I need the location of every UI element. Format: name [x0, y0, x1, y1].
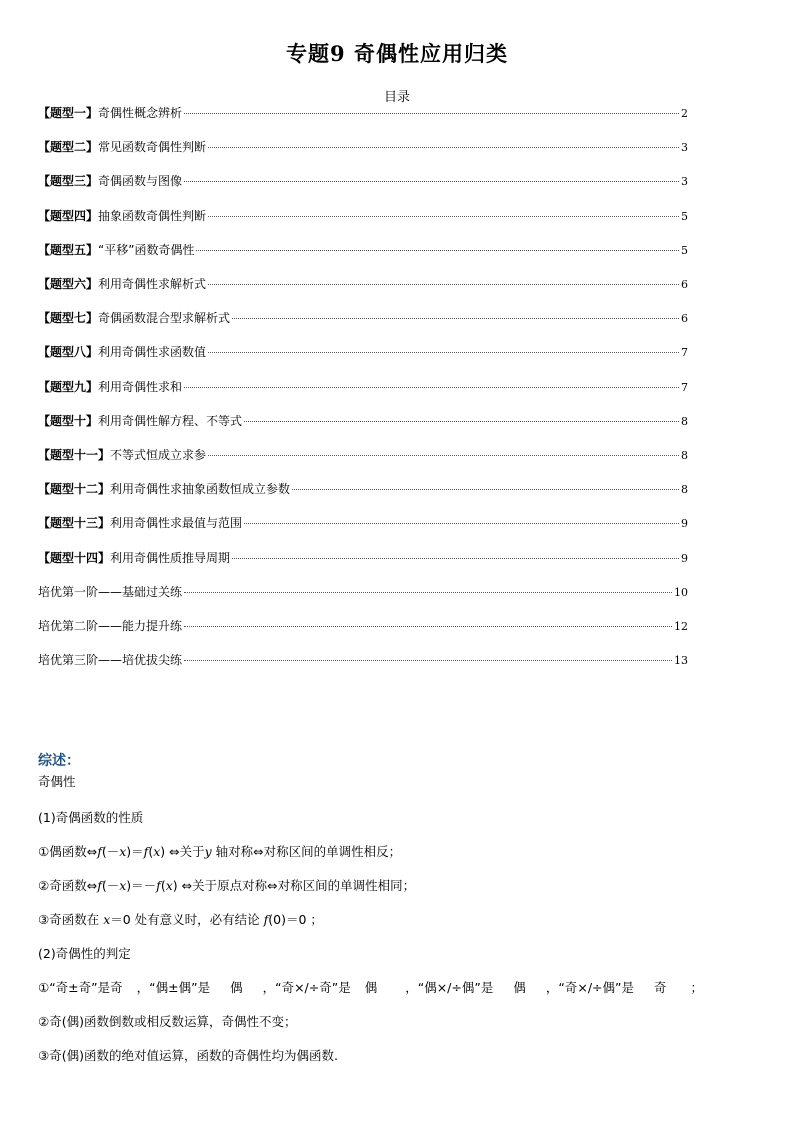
toc-entry-text: 利用奇偶性质推导周期	[110, 551, 231, 565]
toc-entry-text: 常见函数奇偶性判断	[98, 140, 207, 154]
toc-entry-tag: 【题型七】	[38, 311, 99, 325]
summary-heading: 综述：	[38, 753, 80, 769]
math-f: f	[97, 878, 102, 893]
toc-entry-text: 利用奇偶性解方程、不等式	[98, 414, 243, 428]
toc-entry-label	[38, 241, 194, 258]
toc-entry[interactable]	[38, 275, 688, 293]
toc-entry-page: 6	[681, 278, 688, 291]
text: (－	[101, 878, 120, 893]
toc-leader-dots	[208, 216, 679, 217]
text: (0)＝0 ；	[268, 912, 323, 927]
text: 偶	[364, 980, 378, 995]
toc-entry-tag: 【题型八】	[38, 345, 99, 359]
text: )＝－	[126, 878, 157, 893]
toc-entry-label	[38, 446, 206, 463]
toc-entry-text: 抽象函数奇偶性判断	[98, 209, 207, 223]
toc-entry[interactable]	[38, 446, 688, 464]
text: ；	[690, 980, 704, 995]
text: 偶	[513, 980, 526, 995]
toc-entry-label	[38, 378, 182, 395]
toc-leader-dots	[208, 147, 679, 148]
text: ＝0 处有意义时，必有结论	[110, 912, 264, 927]
text: 奇	[654, 980, 667, 995]
toc-leader-dots	[292, 489, 679, 490]
toc-leader-dots	[244, 523, 679, 524]
toc-entry-text: 奇偶函数混合型求解析式	[98, 311, 231, 325]
text: ) ⇔关于	[160, 844, 205, 859]
toc-entry-tag: 【题型一】	[38, 106, 99, 120]
property-odd	[38, 876, 415, 894]
section-2-heading: (2)奇偶性的判定	[38, 946, 131, 961]
toc-leader-dots	[184, 113, 679, 114]
toc-entry[interactable]	[38, 378, 688, 396]
toc-entry[interactable]	[38, 651, 688, 669]
toc-entry[interactable]	[38, 549, 688, 567]
toc-entry-page: 3	[681, 175, 688, 188]
text: ，“偶×/÷偶”是	[405, 980, 494, 995]
toc-entry-page: 10	[674, 586, 688, 599]
toc-entry-label	[38, 207, 206, 224]
toc-entry-page: 8	[681, 449, 688, 462]
toc-heading: 目录	[383, 90, 410, 105]
text: ②奇函数⇔	[38, 878, 98, 893]
math-x: x	[119, 844, 127, 859]
math-x: x	[165, 878, 173, 893]
toc-leader-dots	[184, 592, 672, 593]
math-f: f	[143, 844, 149, 859]
toc-entry-label	[38, 514, 242, 531]
toc-entry-page: 13	[674, 654, 688, 667]
summary-topic: 奇偶性	[38, 774, 76, 789]
toc-entry-tag: 【题型三】	[38, 174, 99, 188]
toc-leader-dots	[208, 455, 679, 456]
toc-entry-text: 奇偶函数与图像	[98, 174, 183, 188]
toc-entry[interactable]	[38, 617, 688, 635]
toc-entry-page: 12	[674, 620, 688, 633]
toc-entry[interactable]	[38, 172, 688, 190]
toc-leader-dots	[208, 352, 679, 353]
toc-entry-page: 3	[681, 141, 688, 154]
rule-absolute: ③奇(偶)函数的绝对值运算，函数的奇偶性均为偶函数.	[38, 1048, 338, 1063]
toc-leader-dots	[232, 558, 679, 559]
toc-entry-label	[38, 583, 182, 600]
toc-entry[interactable]	[38, 343, 688, 361]
toc-entry-text: 培优第一阶——基础过关练	[38, 585, 183, 599]
toc-leader-dots	[232, 318, 679, 319]
toc-entry-tag: 【题型五】	[38, 243, 99, 257]
toc-entry-text: 利用奇偶性求解析式	[98, 277, 207, 291]
math-x: x	[153, 844, 161, 859]
toc-entry-text: 培优第二阶——能力提升练	[38, 619, 183, 633]
toc-entry-text: 不等式恒成立求参	[110, 448, 207, 462]
toc-entry-label	[38, 480, 290, 497]
toc-entry-label	[38, 309, 230, 326]
text: ③奇函数在	[38, 912, 104, 927]
rule-reciprocal: ②奇(偶)函数倒数或相反数运算，奇偶性不变；	[38, 1014, 297, 1029]
toc-entry-text: 利用奇偶性求和	[98, 380, 183, 394]
math-f: f	[156, 878, 161, 893]
math-x: x	[119, 878, 127, 893]
text: )＝	[126, 844, 144, 859]
toc-entry-text: 利用奇偶性求函数值	[98, 345, 207, 359]
toc-entry-page: 2	[681, 107, 688, 120]
math-f: f	[263, 912, 269, 927]
toc-entry-label	[38, 617, 182, 634]
toc-entry[interactable]	[38, 104, 688, 122]
toc-entry-tag: 【题型九】	[38, 380, 99, 394]
toc-entry-page: 5	[681, 244, 688, 257]
toc-leader-dots	[184, 387, 679, 388]
toc-leader-dots	[244, 421, 679, 422]
toc-entry-tag: 【题型二】	[38, 140, 99, 154]
text: ①“奇±奇”是奇	[38, 980, 123, 995]
toc-entry-text: 利用奇偶性求抽象函数恒成立参数	[110, 482, 291, 496]
text: ，“偶±偶”是	[136, 980, 211, 995]
toc-entry-tag: 【题型十二】	[38, 482, 111, 496]
page-title: 专题9 奇偶性应用归类	[286, 41, 508, 66]
toc-entry[interactable]	[38, 207, 688, 225]
toc-leader-dots	[184, 626, 672, 627]
math-f: f	[97, 844, 102, 859]
toc-entry-page: 8	[681, 483, 688, 496]
toc-entry-label	[38, 275, 206, 292]
toc-entry[interactable]	[38, 412, 688, 430]
toc-entry-tag: 【题型十四】	[38, 551, 111, 565]
toc-entry-text: “平移”函数奇偶性	[98, 243, 195, 257]
toc-entry-label	[38, 549, 230, 566]
toc-entry-page: 9	[681, 517, 688, 530]
toc-entry-tag: 【题型四】	[38, 209, 99, 223]
toc-entry-label	[38, 172, 182, 189]
property-odd-zero	[38, 910, 323, 928]
text: 轴对称⇔对称区间的单调性相反；	[211, 844, 402, 859]
toc-entry-page: 8	[681, 415, 688, 428]
text: (	[160, 878, 166, 893]
toc-entry-page: 6	[681, 312, 688, 325]
toc-entry[interactable]	[38, 309, 688, 327]
text: (	[148, 844, 154, 859]
toc-entry-page: 5	[681, 210, 688, 223]
toc-entry-text: 利用奇偶性求最值与范围	[110, 516, 243, 530]
toc-entry-label	[38, 104, 182, 121]
toc-entry-label	[38, 412, 242, 429]
toc-entry-label	[38, 343, 206, 360]
toc-entry-tag: 【题型六】	[38, 277, 99, 291]
toc-leader-dots	[184, 181, 679, 182]
toc-entry-text: 奇偶性概念辨析	[98, 106, 183, 120]
toc-entry-label	[38, 138, 206, 155]
toc-entry-page: 7	[681, 346, 688, 359]
toc-entry[interactable]	[38, 138, 688, 156]
toc-entry-page: 9	[681, 552, 688, 565]
toc-entry[interactable]	[38, 241, 688, 259]
toc-leader-dots	[208, 284, 679, 285]
property-even	[38, 842, 401, 860]
math-y: y	[204, 844, 212, 859]
text: ①偶函数⇔	[38, 844, 98, 859]
text: ) ⇔关于原点对称⇔对称区间的单调性相同；	[172, 878, 416, 893]
text: (－	[101, 844, 120, 859]
text: ，“奇×/÷奇”是	[262, 980, 351, 995]
text: ，“奇×/÷偶”是	[545, 980, 634, 995]
text: 偶	[230, 980, 243, 995]
toc-entry-page: 7	[681, 381, 688, 394]
toc-entry-tag: 【题型十三】	[38, 516, 111, 530]
toc-entry-label	[38, 651, 182, 668]
toc-entry[interactable]	[38, 514, 688, 532]
toc-entry-tag: 【题型十】	[38, 414, 99, 428]
toc-leader-dots	[184, 660, 672, 661]
toc-entry-text: 培优第三阶——培优拔尖练	[38, 653, 183, 667]
toc-entry-tag: 【题型十一】	[38, 448, 111, 462]
parity-rules	[38, 978, 703, 996]
toc-leader-dots	[196, 250, 679, 251]
toc-entry[interactable]	[38, 480, 688, 498]
math-x: x	[103, 912, 111, 927]
toc-entry[interactable]	[38, 583, 688, 601]
section-1-heading: (1)奇偶函数的性质	[38, 810, 144, 825]
